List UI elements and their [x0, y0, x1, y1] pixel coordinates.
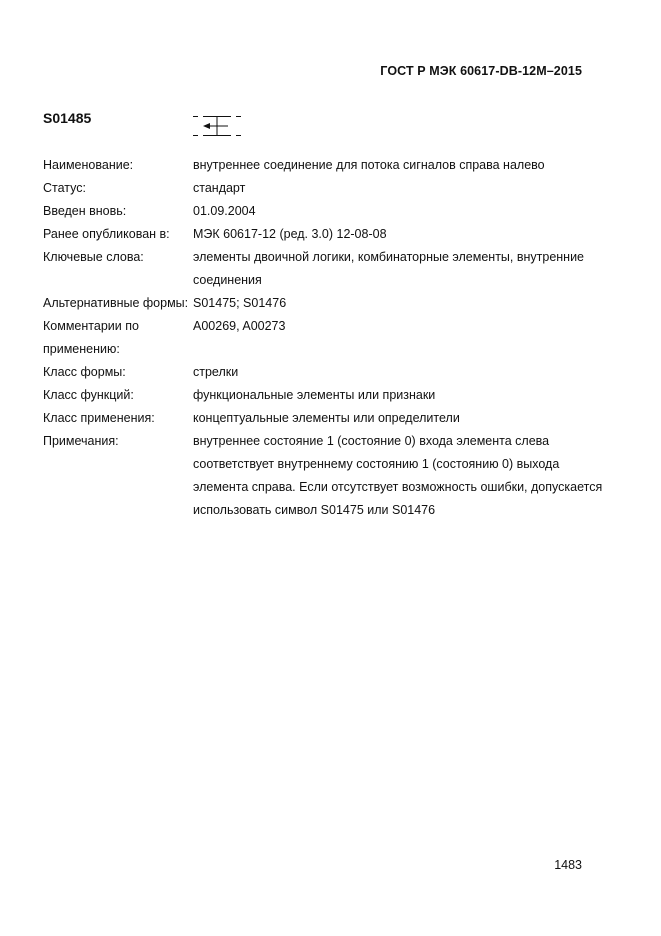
document-header: ГОСТ Р МЭК 60617-DB-12M–2015: [380, 64, 582, 78]
field-label: Альтернативные формы:: [43, 296, 189, 310]
field-row-shape-class: [43, 361, 603, 384]
field-value: стрелки: [193, 365, 239, 379]
field-row-application-notes: [43, 315, 603, 361]
field-label: Статус:: [43, 181, 86, 195]
field-value: концептуальные элементы или определители: [193, 411, 460, 425]
field-row-notes: [43, 430, 603, 522]
page-number: 1483: [554, 858, 582, 872]
field-row-status: [43, 177, 603, 200]
field-label: Класс функций:: [43, 388, 134, 402]
field-value: S01475; S01476: [193, 296, 287, 310]
field-row-previously-published: [43, 223, 603, 246]
field-label: Ключевые слова:: [43, 250, 144, 264]
field-label: Комментарии по применению:: [43, 319, 139, 356]
field-value: элементы двоичной логики, комбинаторные элементы, внутренние соединения: [193, 250, 585, 287]
metadata-fields: [43, 154, 603, 522]
internal-connection-symbol-icon: [193, 111, 241, 141]
symbol-code: S01485: [43, 110, 92, 126]
field-label: Введен вновь:: [43, 204, 127, 218]
field-value: внутреннее соединение для потока сигналов справа налево: [193, 158, 545, 172]
field-value: МЭК 60617-12 (ред. 3.0) 12-08-08: [193, 227, 387, 241]
field-label: Класс применения:: [43, 411, 155, 425]
field-value: 01.09.2004: [193, 204, 256, 218]
field-row-name: [43, 154, 603, 177]
field-value: внутреннее состояние 1 (состояние 0) входа элемента слева соответствует внутреннему состоянию 1 (состоянию 0) выхода элемента справа. Если отсутствует возможность ошибки, допускается использовать символ S01475 или S01476: [193, 434, 603, 517]
field-row-alternative-forms: [43, 292, 603, 315]
field-label: Класс формы:: [43, 365, 126, 379]
field-label: Наименование:: [43, 158, 134, 172]
field-value: функциональные элементы или признаки: [193, 388, 436, 402]
field-label: Примечания:: [43, 434, 119, 448]
field-value: A00269, A00273: [193, 319, 286, 333]
field-row-introduced: [43, 200, 603, 223]
field-row-application-class: [43, 407, 603, 430]
field-value: стандарт: [193, 181, 246, 195]
field-label: Ранее опубликован в:: [43, 227, 170, 241]
field-row-function-class: [43, 384, 603, 407]
field-row-keywords: [43, 246, 603, 292]
